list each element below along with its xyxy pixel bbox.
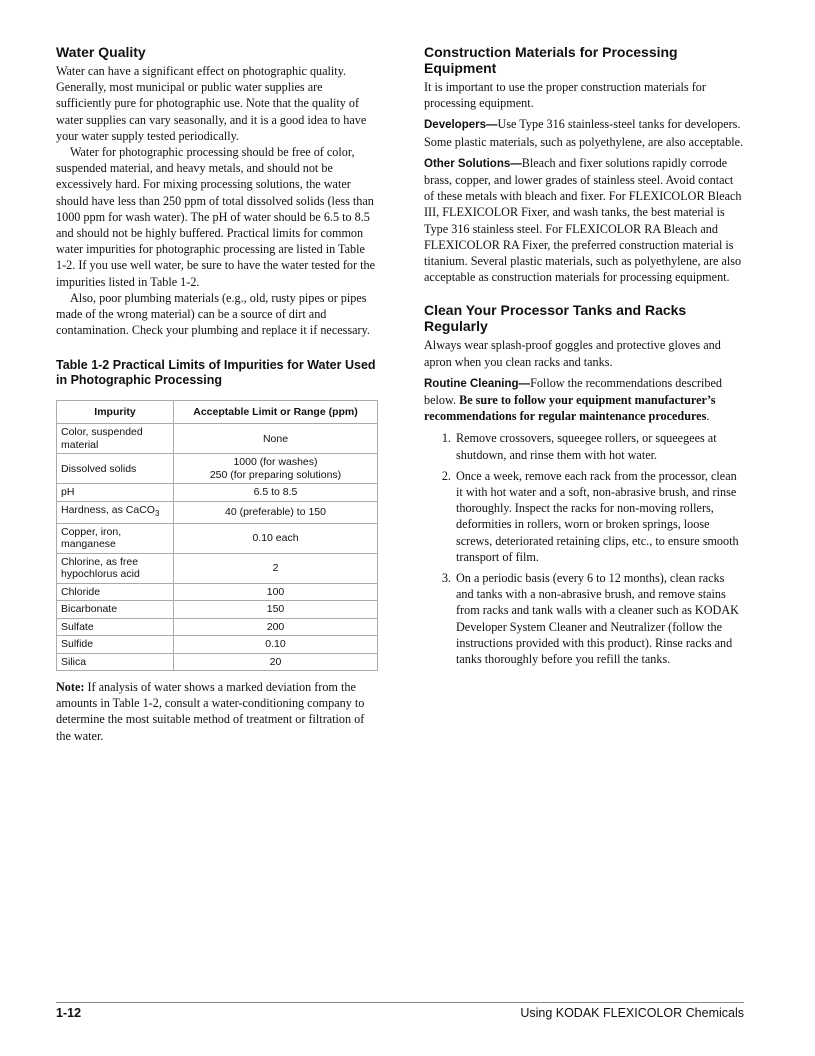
limit-cell: 0.10 each — [174, 523, 378, 553]
routine-cleaning-bold: Be sure to follow your equipment manufacturer’s recommendations for regular maintenance procedures — [424, 393, 716, 424]
limit-cell: 0.10 — [174, 636, 378, 654]
water-quality-para-1: Water can have a significant effect on photographic quality. Generally, most municipal or public water supplies are sufficiently pure for photographic use. Note that the quality of water supplies can vary seasonally, and it is a good idea to have your water supply tested periodically. — [56, 64, 367, 143]
routine-cleaning-end: . — [706, 409, 710, 424]
limit-cell: 200 — [174, 618, 378, 636]
limit-cell: 100 — [174, 583, 378, 601]
table-row — [57, 553, 378, 583]
left-column — [56, 44, 378, 744]
clean-processor-heading: Clean Your Processor Tanks and Racks Regularly — [424, 302, 687, 335]
limit-cell — [174, 454, 378, 484]
developers-para — [424, 116, 744, 149]
footer-divider — [56, 1002, 744, 1003]
clean-intro: Always wear splash-proof goggles and protective gloves and apron when you clean racks and tanks. — [424, 338, 721, 369]
table-row — [57, 583, 378, 601]
impurity-cell: Color, suspended material — [57, 424, 174, 454]
impurity-cell — [57, 501, 174, 523]
list-item: 3. On a periodic basis (every 6 to 12 months), clean racks and tanks with a non-abrasive brush, and remove stains from racks and tank walls with a cleaner such as KODAK Developer System Cleaner and Neutralizer (follow the instructions provided with this product). Rinse racks and tanks thoroughly before you refill the tanks. — [454, 570, 744, 667]
cleaning-steps-list — [424, 430, 744, 667]
table-header-impurity: Impurity — [57, 401, 174, 424]
impurity-subscript: 3 — [154, 509, 160, 519]
other-solutions-label: Other Solutions— — [424, 157, 522, 170]
limit-cell: None — [174, 424, 378, 454]
impurity-cell: Chlorine, as free hypochlorus acid — [57, 553, 174, 583]
note-text: If analysis of water shows a marked deviation from the amounts in Table 1-2, consult a water-conditioning company to determine the most suitable method of treatment or filtration of the water. — [56, 680, 365, 743]
table-row — [57, 653, 378, 671]
table-row — [57, 618, 378, 636]
table-row — [57, 601, 378, 619]
limit-cell: 2 — [174, 553, 378, 583]
footer-title: Using KODAK FLEXICOLOR Chemicals — [520, 1006, 744, 1020]
developers-label: Developers— — [424, 119, 498, 132]
impurity-cell: Copper, iron, manganese — [57, 523, 174, 553]
impurity-cell: Sulfate — [57, 618, 174, 636]
impurity-cell: Dissolved solids — [57, 454, 174, 484]
routine-cleaning-text: Follow the recommendations described below. — [424, 375, 722, 408]
table-row — [57, 523, 378, 553]
right-column — [424, 44, 744, 672]
table-title: Table 1-2 Practical Limits of Impurities for Water Used in Photographic Processing — [56, 358, 376, 388]
limit-cell: 6.5 to 8.5 — [174, 484, 378, 502]
impurity-cell: pH — [57, 484, 174, 502]
table-row — [57, 484, 378, 502]
impurities-table — [56, 400, 378, 671]
impurity-cell: Bicarbonate — [57, 601, 174, 619]
limit-cell: 40 (preferable) to 150 — [174, 501, 378, 523]
table-row — [57, 636, 378, 654]
impurity-cell: Silica — [57, 653, 174, 671]
table-row — [57, 501, 378, 523]
other-solutions-text: Bleach and fixer solutions rapidly corrode brass, copper, and lower grades of stainless steel. Avoid contact of these metals with bleach and fixer. For FLEXICOLOR Bleach III, FLEXICOLOR Fixer, and wash tanks, the best material is Type 316 stainless steel. For FLEXICOLOR RA Bleach and FLEXICOLOR RA Fixer, the preferred construction material is titanium. Several plastic materials, such as polyethylene, are also acceptable as construction materials for processing equipment. — [424, 155, 742, 285]
list-item: 1. Remove crossovers, squeegee rollers, or squeegees at shutdown, and rinse them with hot water. — [454, 430, 744, 462]
routine-cleaning-para — [424, 375, 744, 425]
impurity-text: Hardness, as CaCO — [61, 503, 155, 516]
table-header-row — [57, 401, 378, 424]
table-row — [57, 454, 378, 484]
limit-line-1: 1000 (for washes) — [233, 456, 318, 469]
impurity-cell: Sulfide — [57, 636, 174, 654]
water-quality-para-2: Water for photographic processing should be free of color, suspended material, and heavy metals, and should not be excessively hard. For mixing processing solutions, the water should have less than 250 ppm of total dissolved solids (less than 1000 ppm for wash water). The pH of water should be 6.5 to 8.5 and should not be highly buffered. Practical limits for common water impurities for photographic processing are listed in Table 1-2. If you use well water, be sure to have the water tested for the impurities listed in Table 1-2. — [56, 145, 375, 289]
construction-materials-heading: Construction Materials for Processing Equipment — [424, 44, 678, 76]
table-header-limit: Acceptable Limit or Range (ppm) — [174, 401, 378, 424]
limit-cell: 20 — [174, 653, 378, 671]
impurity-cell: Chloride — [57, 583, 174, 601]
note-label: Note: — [56, 680, 85, 695]
water-quality-para-3: Also, poor plumbing materials (e.g., old, rusty pipes or pipes made of the wrong material) can be a source of dirt and contamination. Check your plumbing and replace it if necessary. — [56, 290, 370, 338]
developers-text: Use Type 316 stainless-steel tanks for developers. Some plastic materials, such as polyethylene, are also acceptable. — [424, 117, 744, 149]
limit-cell: 150 — [174, 601, 378, 619]
table-row — [57, 424, 378, 454]
water-quality-heading: Water Quality — [56, 44, 146, 60]
list-item: 2. Once a week, remove each rack from the processor, clean it with hot water and a soft, non-abrasive brush, and rinse thoroughly. Inspect the racks for non-moving rollers, deformities in rollers, worn or broken springs, loose screws, deteriorated retaining clips, etc., to ensure smooth transport of film. — [454, 468, 744, 565]
routine-cleaning-label: Routine Cleaning— — [424, 377, 531, 390]
page-number: 1-12 — [56, 1006, 82, 1020]
table-note — [56, 679, 378, 744]
construction-intro: It is important to use the proper construction materials for processing equipment. — [424, 80, 706, 111]
other-solutions-para — [424, 155, 744, 286]
limit-line-2: 250 (for preparing solutions) — [209, 468, 342, 481]
